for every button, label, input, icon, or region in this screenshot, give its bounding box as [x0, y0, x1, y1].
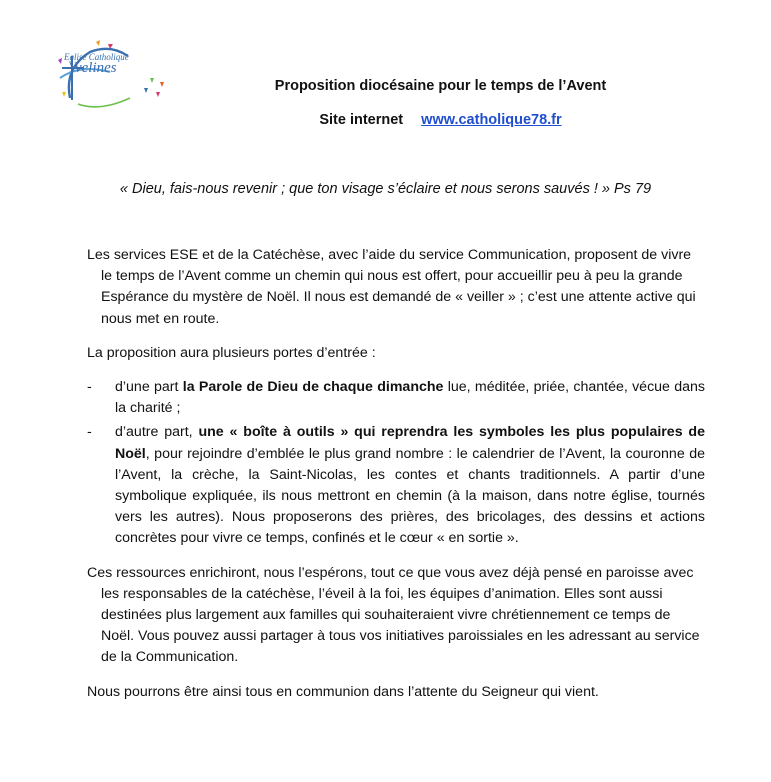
- bullet-1-post: lue, méditée, priée, chantée, vécue dans la charité ;: [115, 379, 705, 417]
- paragraph-resources: Ces ressources enrichiront, nous l’espérons, tout ce que vous avez déjà pensé en paroisse avec les responsables de la catéchèse, l’éveil à la foi, les équipes d’animation. Elles sont aussi destinées plus largement aux familles qui souhaiteraient vivre chrétiennement ce temps de Noël. Vous pouvez aussi partager à tous vos initiatives paroissiales en les adressant au service de la Communication.: [87, 564, 700, 666]
- bullet-1-pre: d’une part: [115, 379, 183, 396]
- bullet-1-bold: la Parole de Dieu de chaque dimanche: [182, 379, 444, 396]
- logo-line-1: Eglise Catholique: [64, 52, 129, 62]
- bullet-2-bold: une « boîte à outils » qui reprendra les symboles les plus populaires de Noël: [115, 424, 705, 462]
- site-link[interactable]: www.catholique78.fr: [421, 112, 562, 128]
- site-label: Site internet: [319, 112, 404, 128]
- bullet-dash: -: [87, 424, 92, 441]
- list-item: [87, 377, 705, 419]
- bullet-2-pre: d’autre part,: [115, 424, 199, 441]
- bullet-2-post: , pour rejoindre d’emblée le plus grand nombre : le calendrier de l’Avent, la couronne de l’Avent, la crèche, la Saint-Nicolas, les contes et chants traditionnels. A partir d’une symbolique expliquée, ils nous mettront en chemin (à la maison, dans notre église, tournés vers les autres). Nous proposerons des prières, des bricolages, des dessins et actions concrètes pour vivre ce temps, confinés et le cœur « en sortie ».: [115, 445, 705, 547]
- paragraph-entry-points: La proposition aura plusieurs portes d’entrée :: [87, 344, 376, 361]
- site-line: [0, 112, 771, 128]
- bullet-list: [87, 377, 705, 550]
- document-title: Proposition diocésaine pour le temps de l’Avent: [274, 78, 607, 94]
- scripture-quote: « Dieu, fais-nous revenir ; que ton visage s’éclaire et nous serons sauvés ! » Ps 79: [119, 181, 652, 197]
- list-item: [87, 422, 705, 549]
- logo-line-2: Yvelines: [68, 60, 117, 76]
- paragraph-intro: Les services ESE et de la Catéchèse, avec l’aide du service Communication, proposent de vivre le temps de l’Avent comme un chemin qui nous est offert, pour accueillir peu à peu la grande Espérance du mystère de Noël. Il nous est demandé de « veiller » ; c’est une attente active qui nous met en route.: [87, 247, 696, 327]
- bullet-dash: -: [87, 379, 92, 396]
- paragraph-closing: Nous pourrons être ainsi tous en communion dans l’attente du Seigneur qui vient.: [87, 683, 599, 700]
- document-body: [87, 245, 705, 716]
